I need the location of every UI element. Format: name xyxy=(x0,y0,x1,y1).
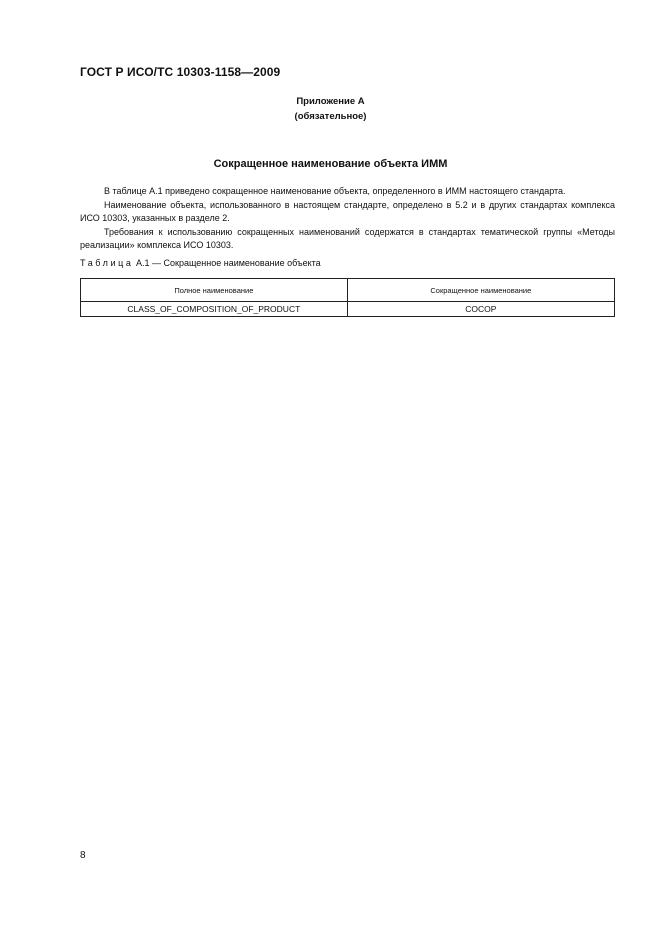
table-header-row xyxy=(81,279,615,302)
table-row xyxy=(81,302,615,317)
paragraph: Наименование объекта, использованного в настоящем стандарте, определено в 5.2 и в других стандартах комплекса ИСО 10303, указанных в разделе 2. xyxy=(80,199,615,223)
table-caption xyxy=(80,258,321,268)
table-caption-text: А.1 — Сокращенное наименование объекта xyxy=(136,258,321,268)
column-header-short-name: Сокращенное наименование xyxy=(347,279,614,302)
annex-status: (обязательное) xyxy=(294,111,367,122)
paragraph: Требования к использованию сокращенных наименований содержатся в стандартах тематической группы «Методы реализации» комплекса ИСО 10303. xyxy=(80,226,615,250)
body-text xyxy=(80,185,615,253)
abbreviation-table xyxy=(80,278,615,317)
table-cell-short-name: COCOP xyxy=(347,302,614,317)
table-caption-label: Таблица xyxy=(80,258,134,268)
column-header-full-name: Полное наименование xyxy=(81,279,348,302)
page-number: 8 xyxy=(80,850,86,861)
paragraph: В таблице А.1 приведено сокращенное наименование объекта, определенного в ИММ настоящего стандарта. xyxy=(104,186,566,196)
table-cell-full-name: CLASS_OF_COMPOSITION_OF_PRODUCT xyxy=(81,302,348,317)
section-heading: Сокращенное наименование объекта ИММ xyxy=(213,158,448,170)
document-header: ГОСТ Р ИСО/ТС 10303-1158—2009 xyxy=(80,65,281,79)
annex-title: Приложение А xyxy=(296,96,365,107)
